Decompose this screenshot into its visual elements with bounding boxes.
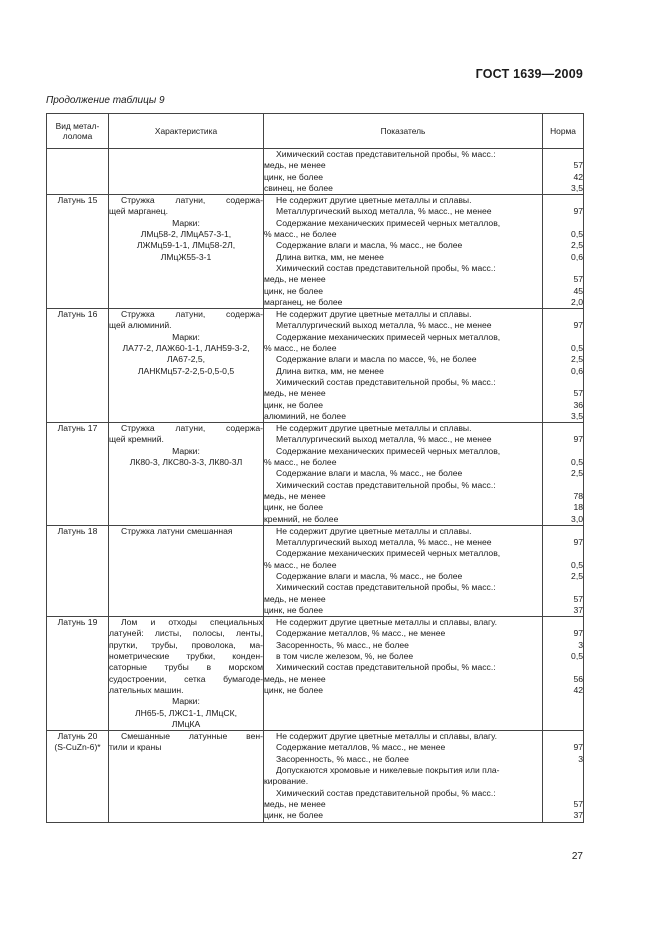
norm-value: 2,0 — [571, 296, 583, 307]
norm-value — [543, 263, 583, 274]
norm-value — [543, 765, 583, 776]
indicator-line: алюминий, не более — [264, 410, 346, 421]
characteristic-line: Стружка латуни смешанная — [121, 525, 233, 536]
cell-indicator — [264, 423, 543, 526]
indicator-line: медь, не менее — [264, 160, 326, 171]
cell-norm — [543, 149, 584, 195]
indicator-line: Содержание влаги и масла, % масс., не более — [276, 570, 463, 581]
norm-value: 45 — [573, 285, 583, 296]
cell-norm — [543, 731, 584, 822]
indicator-line: Металлургический выход металла, % масс., не менее — [276, 206, 492, 217]
indicator-line: цинк, не более — [264, 502, 324, 513]
kind-text: Латунь 20 — [57, 731, 98, 742]
characteristic-line: ЛЖМц59-1-1, ЛМц58-2Л, — [136, 240, 236, 251]
cell-characteristic — [109, 149, 264, 195]
indicator-line: медь, не менее — [264, 673, 326, 684]
kind-text: Латунь 17 — [57, 423, 98, 434]
cell-characteristic — [109, 195, 264, 309]
indicator-line: Засоренность, % масс., не более — [276, 639, 409, 650]
norm-value — [543, 377, 583, 388]
norm-value — [543, 548, 583, 559]
indicator-line: кирование. — [264, 776, 309, 787]
indicator-line: Химический состав представительной пробы, % масс.: — [276, 479, 496, 490]
cell-norm — [543, 525, 584, 616]
cell-characteristic — [109, 617, 264, 731]
norm-value: 78 — [573, 490, 583, 501]
characteristic-line: Марки: — [172, 331, 200, 342]
indicator-line: Содержание влаги и масла, % масс., не более — [276, 240, 463, 251]
indicator-line: медь, не менее — [264, 490, 326, 501]
characteristic-line: прутки, трубы, проволока, ма- — [109, 639, 263, 650]
characteristic-line: тили и краны — [109, 742, 162, 753]
indicator-line: Химический состав представительной пробы, % масс.: — [276, 262, 496, 273]
cell-kind — [47, 423, 109, 526]
indicator-line: медь, не менее — [264, 274, 326, 285]
characteristic-line: ЛА77-2, ЛАЖ60-1-1, ЛАН59-3-2, — [122, 343, 250, 354]
characteristic-line: ЛК80-3, ЛКС80-3-3, ЛК80-3Л — [129, 457, 243, 468]
norm-value — [543, 731, 583, 742]
indicator-line: Засоренность, % масс., не более — [276, 753, 409, 764]
indicator-line: медь, не менее — [264, 593, 326, 604]
cell-indicator — [264, 309, 543, 423]
norm-value: 36 — [573, 399, 583, 410]
kind-text: Латунь 16 — [57, 309, 98, 320]
indicator-line: Металлургический выход металла, % масс., не менее — [276, 320, 492, 331]
table-header-row — [47, 114, 584, 149]
table-row — [47, 731, 584, 822]
indicator-line: Химический состав представительной пробы, % масс.: — [276, 582, 496, 593]
norm-value: 0,5 — [571, 651, 583, 662]
norm-value — [543, 423, 583, 434]
norm-value: 0,5 — [571, 229, 583, 240]
indicator-line: марганец, не более — [264, 296, 343, 307]
indicator-line: % масс., не более — [264, 343, 337, 354]
header-indicator: Показатель — [264, 114, 543, 149]
norm-value — [543, 662, 583, 673]
standard-header: ГОСТ 1639—2009 — [475, 67, 583, 81]
norm-value — [543, 309, 583, 320]
characteristic-line: щей кремний. — [109, 434, 164, 445]
cell-indicator — [264, 195, 543, 309]
cell-kind — [47, 309, 109, 423]
cell-kind — [47, 617, 109, 731]
indicator-line: Содержание металлов, % масс., не менее — [276, 628, 446, 639]
kind-text: Латунь 18 — [57, 525, 98, 536]
characteristic-line: нометрические трубки, конден- — [109, 651, 263, 662]
cell-kind — [47, 149, 109, 195]
indicator-line: Содержание механических примесей черных металлов, — [276, 548, 501, 559]
norm-value: 2,5 — [571, 240, 583, 251]
norm-value: 57 — [573, 388, 583, 399]
cell-kind — [47, 195, 109, 309]
norm-value: 57 — [573, 593, 583, 604]
indicator-line: медь, не менее — [264, 798, 326, 809]
norm-value — [543, 149, 583, 160]
cell-indicator — [264, 617, 543, 731]
norm-value: 3,5 — [571, 182, 583, 193]
indicator-line: Допускаются хромовые и никелевые покрытия или пла- — [276, 765, 500, 776]
characteristic-line: щей алюминий. — [109, 320, 172, 331]
indicator-line: Не содержит другие цветные металлы и сплавы. — [276, 423, 472, 434]
characteristic-line: ЛА67-2,5, — [166, 354, 206, 365]
indicator-line: Не содержит другие цветные металлы и сплавы. — [276, 525, 472, 536]
kind-text: Латунь 19 — [57, 617, 98, 628]
norm-value — [543, 617, 583, 628]
norm-value: 97 — [573, 320, 583, 331]
indicator-line: Металлургический выход металла, % масс., не менее — [276, 537, 492, 548]
header-kind: Вид метал- лолома — [47, 114, 109, 149]
indicator-line: Металлургический выход металла, % масс., не менее — [276, 434, 492, 445]
cell-characteristic — [109, 525, 264, 616]
indicator-line: Химический состав представительной пробы, % масс.: — [276, 376, 496, 387]
characteristic-line: щей марганец. — [109, 206, 168, 217]
norm-value: 2,5 — [571, 468, 583, 479]
indicator-line: % масс., не более — [264, 229, 337, 240]
characteristic-line: Марки: — [172, 217, 200, 228]
norm-value: 0,5 — [571, 559, 583, 570]
indicator-line: медь, не менее — [264, 388, 326, 399]
norm-value: 97 — [573, 628, 583, 639]
cell-norm — [543, 617, 584, 731]
header-norm: Норма — [543, 114, 584, 149]
indicator-line: Содержание механических примесей черных металлов, — [276, 445, 501, 456]
indicator-line: Химический состав представительной пробы, % масс.: — [276, 149, 496, 159]
indicator-line: Содержание механических примесей черных металлов, — [276, 217, 501, 228]
indicator-line: цинк, не более — [264, 810, 324, 821]
characteristic-line: Лом и отходы специальных — [121, 617, 263, 628]
norm-value: 3,5 — [571, 410, 583, 421]
cell-kind — [47, 731, 109, 822]
indicator-line: цинк, не более — [264, 604, 324, 615]
indicator-line: цинк, не более — [264, 285, 324, 296]
norm-value: 0,5 — [571, 457, 583, 468]
norm-value: 2,5 — [571, 354, 583, 365]
cell-characteristic — [109, 731, 264, 822]
characteristic-line: Стружка латуни, содержа- — [121, 423, 263, 434]
table-caption: Продолжение таблицы 9 — [46, 95, 165, 106]
table-row — [47, 525, 584, 616]
norm-value — [543, 582, 583, 593]
characteristic-line: ЛМц58-2, ЛМцА57-3-1, — [140, 229, 232, 240]
characteristic-line: лательных машин. — [109, 684, 184, 695]
characteristic-line: Стружка латуни, содержа- — [121, 309, 263, 320]
indicator-line: кремний, не более — [264, 513, 339, 524]
norm-value — [543, 776, 583, 787]
indicator-line: Содержание влаги и масла, % масс., не более — [276, 468, 463, 479]
indicator-line: % масс., не более — [264, 559, 337, 570]
metal-scrap-table — [46, 113, 584, 823]
table-row — [47, 149, 584, 195]
cell-indicator — [264, 525, 543, 616]
characteristic-line: ЛАНКМц57-2-2,5-0,5-0,5 — [137, 365, 235, 376]
norm-value: 97 — [573, 537, 583, 548]
norm-value: 97 — [573, 434, 583, 445]
norm-value: 97 — [573, 206, 583, 217]
kind-text: (S-CuZn-6)* — [54, 742, 101, 753]
cell-characteristic — [109, 309, 264, 423]
indicator-line: Химический состав представительной пробы, % масс.: — [276, 787, 496, 798]
norm-value: 0,5 — [571, 343, 583, 354]
characteristic-line: саторные трубы в морском — [109, 662, 263, 673]
characteristic-line: Смешанные латунные вен- — [121, 731, 263, 742]
table-row — [47, 423, 584, 526]
characteristic-line: ЛН65-5, ЛЖС1-1, ЛМцСК, — [134, 707, 238, 718]
table-row — [47, 195, 584, 309]
indicator-line: Содержание влаги и масла по массе, %, не более — [276, 354, 477, 365]
characteristic-line: Стружка латуни, содержа- — [121, 195, 263, 206]
table-row — [47, 309, 584, 423]
norm-value: 18 — [573, 502, 583, 513]
header-characteristic: Характеристика — [109, 114, 264, 149]
cell-norm — [543, 309, 584, 423]
indicator-line: Не содержит другие цветные металлы и сплавы, влагу. — [276, 617, 497, 628]
indicator-line: Не содержит другие цветные металлы и сплавы. — [276, 195, 472, 206]
cell-norm — [543, 195, 584, 309]
norm-value: 2,5 — [571, 570, 583, 581]
indicator-line: Длина витка, мм, не менее — [276, 251, 384, 262]
cell-indicator — [264, 731, 543, 822]
indicator-line: % масс., не более — [264, 457, 337, 468]
table-row — [47, 617, 584, 731]
norm-value: 57 — [573, 274, 583, 285]
indicator-line: цинк, не более — [264, 684, 324, 695]
page-number: 27 — [571, 851, 583, 862]
norm-value — [543, 195, 583, 206]
indicator-line: Не содержит другие цветные металлы и сплавы. — [276, 309, 472, 320]
cell-kind — [47, 525, 109, 616]
norm-value — [543, 788, 583, 799]
characteristic-line: Марки: — [172, 445, 200, 456]
indicator-line: Химический состав представительной пробы, % масс.: — [276, 662, 496, 673]
norm-value: 42 — [573, 171, 583, 182]
cell-norm — [543, 423, 584, 526]
indicator-line: Содержание механических примесей черных металлов, — [276, 331, 501, 342]
norm-value — [543, 480, 583, 491]
kind-text: Латунь 15 — [57, 195, 98, 206]
characteristic-line: ЛМцКА — [171, 718, 201, 729]
characteristic-line: ЛМцЖ55-3-1 — [160, 251, 212, 262]
norm-value: 56 — [573, 673, 583, 684]
norm-value: 0,6 — [571, 251, 583, 262]
norm-value: 3 — [578, 639, 583, 650]
indicator-line: Длина витка, мм, не менее — [276, 365, 384, 376]
cell-characteristic — [109, 423, 264, 526]
indicator-line: цинк, не более — [264, 171, 324, 182]
norm-value: 42 — [573, 684, 583, 695]
norm-value: 0,6 — [571, 365, 583, 376]
norm-value: 3,0 — [571, 513, 583, 524]
cell-indicator — [264, 149, 543, 195]
norm-value: 97 — [573, 742, 583, 753]
indicator-line: цинк, не более — [264, 399, 324, 410]
characteristic-line: Марки: — [172, 696, 200, 707]
indicator-line: свинец, не более — [264, 182, 333, 193]
norm-value: 3 — [578, 753, 583, 764]
characteristic-line: судостроении, сетка бумагоде- — [109, 673, 263, 684]
norm-value — [543, 332, 583, 343]
norm-value — [543, 218, 583, 229]
norm-value: 57 — [573, 160, 583, 171]
norm-value — [543, 446, 583, 457]
norm-value — [543, 526, 583, 537]
characteristic-line: латуней: листы, полосы, ленты, — [109, 628, 263, 639]
indicator-line: в том числе железом, %, не более — [276, 651, 414, 662]
norm-value: 37 — [573, 810, 583, 821]
indicator-line: Не содержит другие цветные металлы и сплавы, влагу. — [276, 731, 497, 742]
indicator-line: Содержание металлов, % масс., не менее — [276, 742, 446, 753]
norm-value: 57 — [573, 798, 583, 809]
norm-value: 37 — [573, 604, 583, 615]
